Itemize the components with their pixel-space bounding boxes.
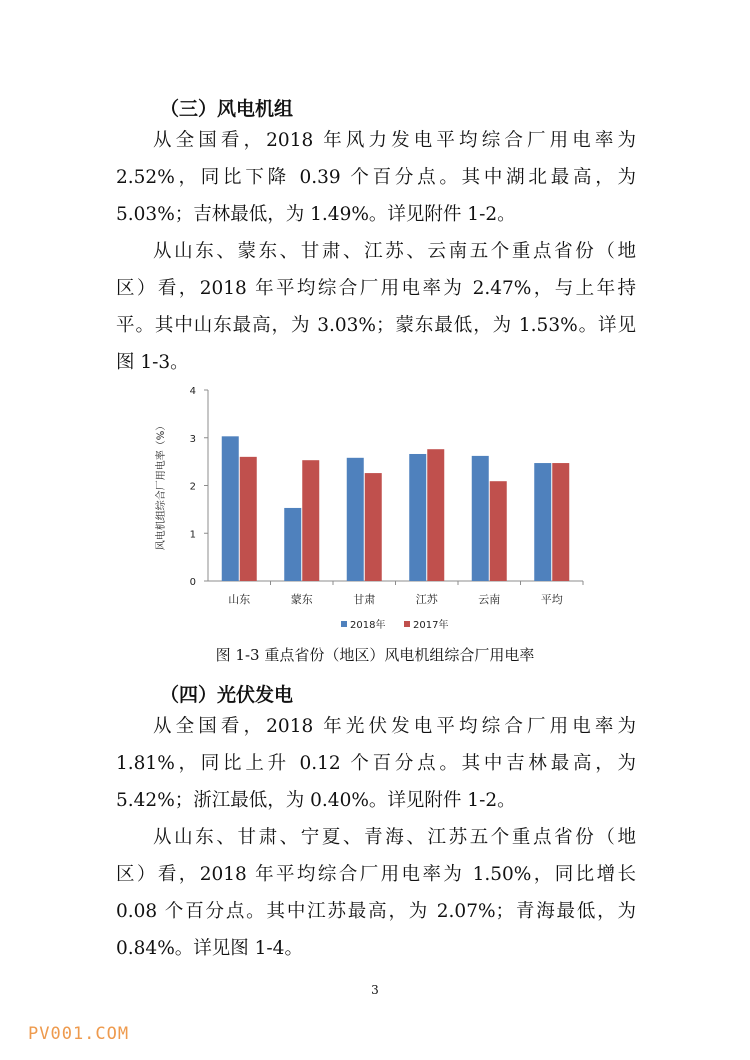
text-line: 0.84%。详见图 1-4。 [116,938,303,959]
y-tick-label: 1 [189,529,196,541]
legend-swatch [404,621,410,627]
text-line: 图 1-3。 [116,352,189,373]
text-line: 5.03%；吉林最低，为 1.49%。详见附件 1-2。 [116,204,516,225]
bar-甘肃-2017年 [365,473,382,581]
text-line: 5.42%；浙江最低，为 0.40%。详见附件 1-2。 [116,790,516,811]
text-line: 区）看，2018 年平均综合厂用电率为 2.47%，与上年持 [116,278,636,299]
section-heading-wind: （三）风电机组 [160,98,294,120]
text-line: 从全国看，2018 年风力发电平均综合厂用电率为 [153,130,636,151]
bar-蒙东-2017年 [302,460,319,581]
x-tick-label: 江苏 [415,593,438,606]
figure-caption: 图 1-3 重点省份（地区）风电机组综合厂用电率 [215,646,535,664]
legend-label: 2017年 [413,620,449,631]
watermark-logo: PV001.COM [28,1024,130,1044]
x-tick-label: 甘肃 [353,593,376,606]
paragraph-wind-provinces [116,233,636,381]
x-tick-label: 山东 [228,593,251,606]
text-line: 平。其中山东最高，为 3.03%；蒙东最低，为 1.53%。详见 [116,315,636,336]
bar-蒙东-2018年 [284,508,301,581]
bar-云南-2018年 [472,456,489,581]
paragraph-pv-national [116,708,636,819]
bar-云南-2017年 [490,481,507,581]
text-line: 区）看，2018 年平均综合厂用电率为 1.50%，同比增长 [116,864,636,885]
text-line: 从山东、甘肃、宁夏、青海、江苏五个重点省份（地 [153,827,636,848]
bar-山东-2018年 [222,436,239,581]
x-tick-label: 平均 [540,593,563,606]
section-heading-pv: （四）光伏发电 [160,684,294,706]
bar-平均-2018年 [534,463,551,581]
x-tick-label: 蒙东 [290,593,313,606]
legend-swatch [341,621,347,627]
text-line: 从山东、蒙东、甘肃、江苏、云南五个重点省份（地 [153,241,636,262]
y-tick-label: 2 [189,481,196,493]
text-line: 0.08 个百分点。其中江苏最高，为 2.07%；青海最低，为 [116,901,636,922]
legend-label: 2018年 [350,620,386,631]
y-tick-label: 0 [189,577,196,588]
bar-山东-2017年 [240,457,257,581]
text-line: 从全国看，2018 年光伏发电平均综合厂用电率为 [153,716,636,737]
bar-平均-2017年 [552,463,569,581]
text-line: 2.52%，同比下降 0.39 个百分点。其中湖北最高，为 [116,167,636,188]
y-axis-title: 风电机组综合厂用电率（%） [156,420,167,551]
y-tick-label: 3 [189,433,196,445]
text-line: 1.81%，同比上升 0.12 个百分点。其中吉林最高，为 [116,753,636,774]
paragraph-wind-national [116,122,636,233]
bar-江苏-2017年 [427,449,444,581]
paragraph-pv-provinces [116,819,636,967]
page-number: 3 [371,983,379,997]
bar-江苏-2018年 [409,454,426,581]
wind-consumption-bar-chart [148,380,608,642]
x-tick-label: 云南 [478,593,501,606]
bar-甘肃-2018年 [347,458,364,581]
y-tick-label: 4 [189,386,196,397]
